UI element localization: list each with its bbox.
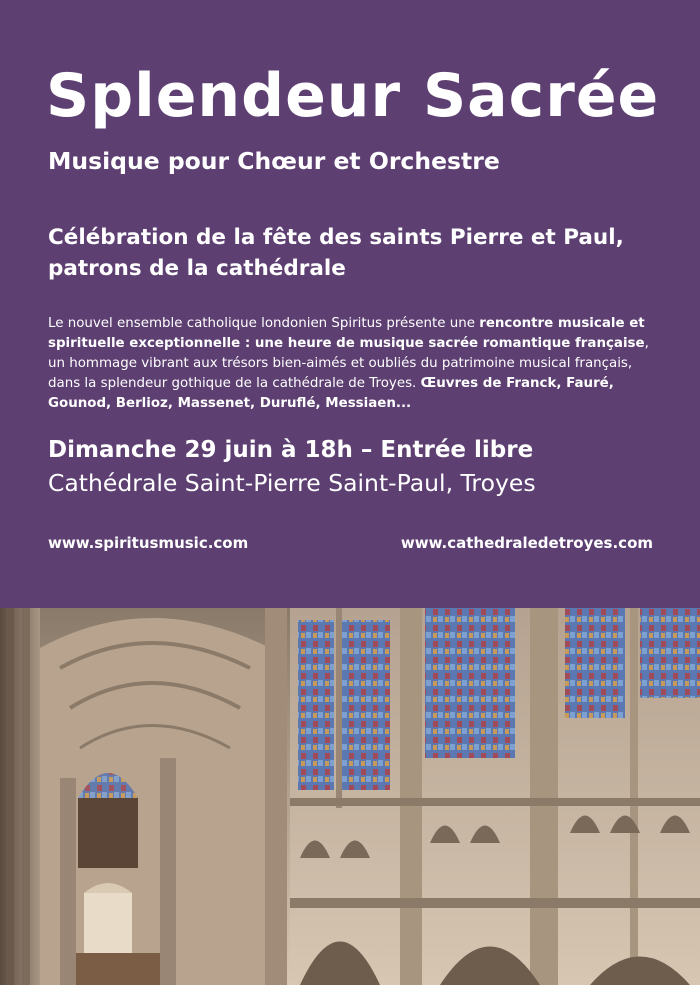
description-paragraph <box>48 314 668 414</box>
feast-heading: Célébration de la fête des saints Pierre et Paul, patrons de la cathédrale <box>48 225 624 281</box>
description-text-2: , un hommage vibrant aux trésors bien-aimés et oubliés du patrimoine musical français, dans la splendeur gothique de la cathédrale de Troyes. <box>48 336 649 391</box>
poster-title: Splendeur Sacrée <box>46 61 660 131</box>
cathedral-interior-photo <box>0 608 700 985</box>
description-highlight-1: rencontre musicale et spirituelle exceptionnelle : une heure de musique sacrée romantique française <box>48 316 645 351</box>
spiritus-website-link[interactable]: www.spiritusmusic.com <box>48 534 249 552</box>
description-text-1: Le nouvel ensemble catholique londonien Spiritus présente une <box>48 316 480 331</box>
description-highlight-2: Œuvres de Franck, Fauré, Gounod, Berlioz, Massenet, Duruflé, Messiaen... <box>48 376 614 411</box>
poster-subtitle: Musique pour Chœur et Orchestre <box>48 147 500 175</box>
cathedral-website-link[interactable]: www.cathedraledetroyes.com <box>400 534 653 552</box>
event-venue: Cathédrale Saint-Pierre Saint-Paul, Troyes <box>48 469 536 497</box>
event-date: Dimanche 29 juin à 18h – Entrée libre <box>48 437 534 463</box>
